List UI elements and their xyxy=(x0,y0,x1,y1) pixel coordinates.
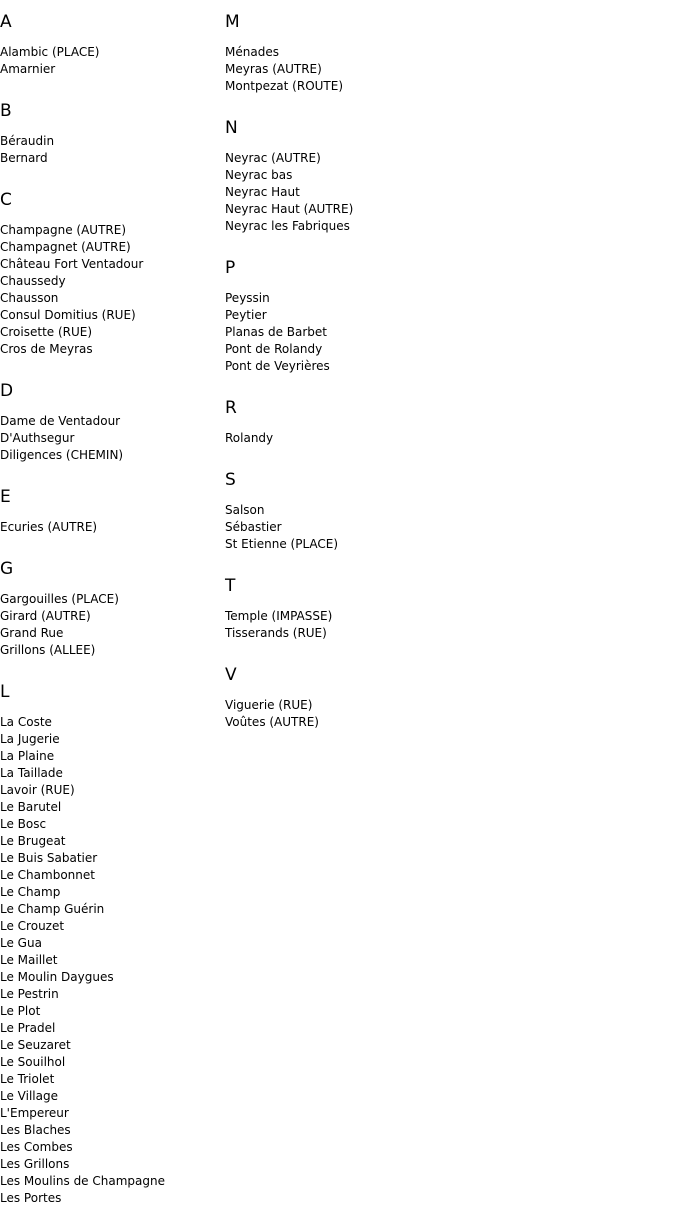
street-link[interactable]: Dame de Ventadour xyxy=(0,414,121,428)
street-link[interactable]: Chaussedy xyxy=(0,274,66,288)
street-link[interactable]: Temple (IMPASSE) xyxy=(225,609,333,623)
street-link[interactable]: La Plaine xyxy=(0,749,55,763)
street-link[interactable]: Neyrac Haut (AUTRE) xyxy=(225,202,354,216)
letter-section-b xyxy=(0,101,220,167)
street-link[interactable]: Planas de Barbet xyxy=(225,325,327,339)
street-link[interactable]: Le Champ Guérin xyxy=(0,902,105,916)
street-link[interactable]: Viguerie (RUE) xyxy=(225,698,313,712)
street-link[interactable]: Cros de Meyras xyxy=(0,342,93,356)
street-link[interactable]: Le Barutel xyxy=(0,800,62,814)
letter-section-v xyxy=(225,665,665,731)
street-link[interactable]: Le Seuzaret xyxy=(0,1038,71,1052)
section-letter-heading: M xyxy=(225,12,240,32)
street-link[interactable]: Le Chambonnet xyxy=(0,868,95,882)
street-link[interactable]: D'Authsegur xyxy=(0,431,75,445)
street-link[interactable]: Ménades xyxy=(225,45,279,59)
street-link[interactable]: Les Moulins de Champagne xyxy=(0,1174,165,1188)
letter-section-s xyxy=(225,470,665,553)
street-list xyxy=(225,290,665,375)
street-link[interactable]: Meyras (AUTRE) xyxy=(225,62,322,76)
street-link[interactable]: Le Brugeat xyxy=(0,834,66,848)
street-link[interactable]: Champagnet (AUTRE) xyxy=(0,240,131,254)
section-letter-heading: G xyxy=(0,559,14,579)
street-link[interactable]: Voûtes (AUTRE) xyxy=(225,715,319,729)
street-list xyxy=(0,222,220,358)
section-letter-heading: T xyxy=(225,576,236,596)
street-list xyxy=(225,44,665,95)
street-link[interactable]: Le Maillet xyxy=(0,953,58,967)
street-link[interactable]: St Etienne (PLACE) xyxy=(225,537,339,551)
street-link[interactable]: Grand Rue xyxy=(0,626,64,640)
street-link[interactable]: Le Gua xyxy=(0,936,42,950)
street-link[interactable]: Le Bosc xyxy=(0,817,47,831)
street-link[interactable]: Béraudin xyxy=(0,134,55,148)
street-link[interactable]: Les Portes xyxy=(0,1191,62,1205)
section-letter-heading: E xyxy=(0,487,11,507)
street-link[interactable]: Les Grillons xyxy=(0,1157,70,1171)
street-list xyxy=(0,714,220,1207)
street-link[interactable]: Salson xyxy=(225,503,265,517)
street-link[interactable]: Sébastier xyxy=(225,520,282,534)
section-letter-heading: V xyxy=(225,665,237,685)
street-link[interactable]: Bernard xyxy=(0,151,48,165)
street-list xyxy=(225,150,665,235)
street-link[interactable]: Le Buis Sabatier xyxy=(0,851,98,865)
index-column-right xyxy=(225,0,665,731)
street-link[interactable]: Le Village xyxy=(0,1089,58,1103)
street-list xyxy=(0,519,220,536)
street-link[interactable]: Neyrac (AUTRE) xyxy=(225,151,321,165)
index-column-left xyxy=(0,0,220,1207)
section-letter-heading: S xyxy=(225,470,236,490)
letter-section-t xyxy=(225,576,665,642)
street-link[interactable]: La Jugerie xyxy=(0,732,60,746)
street-link[interactable]: Grillons (ALLEE) xyxy=(0,643,96,657)
letter-section-n xyxy=(225,118,665,235)
letter-section-m xyxy=(225,12,665,95)
street-link[interactable]: Montpezat (ROUTE) xyxy=(225,79,344,93)
street-link[interactable]: Peytier xyxy=(225,308,267,322)
street-link[interactable]: Le Crouzet xyxy=(0,919,65,933)
street-link[interactable]: Pont de Veyrières xyxy=(225,359,330,373)
street-list xyxy=(225,697,665,731)
street-link[interactable]: Champagne (AUTRE) xyxy=(0,223,127,237)
section-letter-heading: B xyxy=(0,101,12,121)
letter-section-r xyxy=(225,398,665,447)
street-link[interactable]: Le Champ xyxy=(0,885,61,899)
street-list xyxy=(0,591,220,659)
section-letter-heading: L xyxy=(0,682,10,702)
section-letter-heading: N xyxy=(225,118,238,138)
street-link[interactable]: Alambic (PLACE) xyxy=(0,45,100,59)
street-list xyxy=(0,44,220,78)
street-link[interactable]: Diligences (CHEMIN) xyxy=(0,448,124,462)
letter-section-e xyxy=(0,487,220,536)
street-link[interactable]: Peyssin xyxy=(225,291,270,305)
letter-section-p xyxy=(225,258,665,375)
street-link[interactable]: Neyrac les Fabriques xyxy=(225,219,350,233)
street-list xyxy=(0,133,220,167)
street-link[interactable]: Consul Domitius (RUE) xyxy=(0,308,136,322)
street-link[interactable]: Neyrac Haut xyxy=(225,185,300,199)
street-link[interactable]: Le Moulin Daygues xyxy=(0,970,114,984)
street-link[interactable]: Le Triolet xyxy=(0,1072,55,1086)
section-letter-heading: C xyxy=(0,190,12,210)
letter-section-d xyxy=(0,381,220,464)
section-letter-heading: P xyxy=(225,258,236,278)
street-list xyxy=(225,502,665,553)
street-link[interactable]: Croisette (RUE) xyxy=(0,325,93,339)
street-link[interactable]: Le Plot xyxy=(0,1004,41,1018)
street-link[interactable]: Les Combes xyxy=(0,1140,73,1154)
street-link[interactable]: Pont de Rolandy xyxy=(225,342,323,356)
street-link[interactable]: L'Empereur xyxy=(0,1106,69,1120)
street-link[interactable]: Ecuries (AUTRE) xyxy=(0,520,98,534)
street-link[interactable]: Gargouilles (PLACE) xyxy=(0,592,119,606)
section-letter-heading: D xyxy=(0,381,14,401)
letter-section-l xyxy=(0,682,220,1207)
street-link[interactable]: Rolandy xyxy=(225,431,274,445)
letter-section-g xyxy=(0,559,220,659)
street-link[interactable]: Neyrac bas xyxy=(225,168,293,182)
street-link[interactable]: La Coste xyxy=(0,715,52,729)
street-link[interactable]: Château Fort Ventadour xyxy=(0,257,144,271)
letter-section-a xyxy=(0,12,220,78)
street-link[interactable]: Le Pradel xyxy=(0,1021,56,1035)
section-letter-heading: A xyxy=(0,12,12,32)
section-letter-heading: R xyxy=(225,398,237,418)
street-list xyxy=(225,608,665,642)
street-link[interactable]: La Taillade xyxy=(0,766,63,780)
street-link[interactable]: Chausson xyxy=(0,291,59,305)
street-link[interactable]: Amarnier xyxy=(0,62,56,76)
street-list xyxy=(225,430,665,447)
street-link[interactable]: Le Pestrin xyxy=(0,987,59,1001)
street-link[interactable]: Lavoir (RUE) xyxy=(0,783,75,797)
letter-section-c xyxy=(0,190,220,358)
street-link[interactable]: Tisserands (RUE) xyxy=(225,626,327,640)
street-link[interactable]: Girard (AUTRE) xyxy=(0,609,91,623)
street-list xyxy=(0,413,220,464)
street-link[interactable]: Le Souilhol xyxy=(0,1055,66,1069)
street-link[interactable]: Les Blaches xyxy=(0,1123,71,1137)
